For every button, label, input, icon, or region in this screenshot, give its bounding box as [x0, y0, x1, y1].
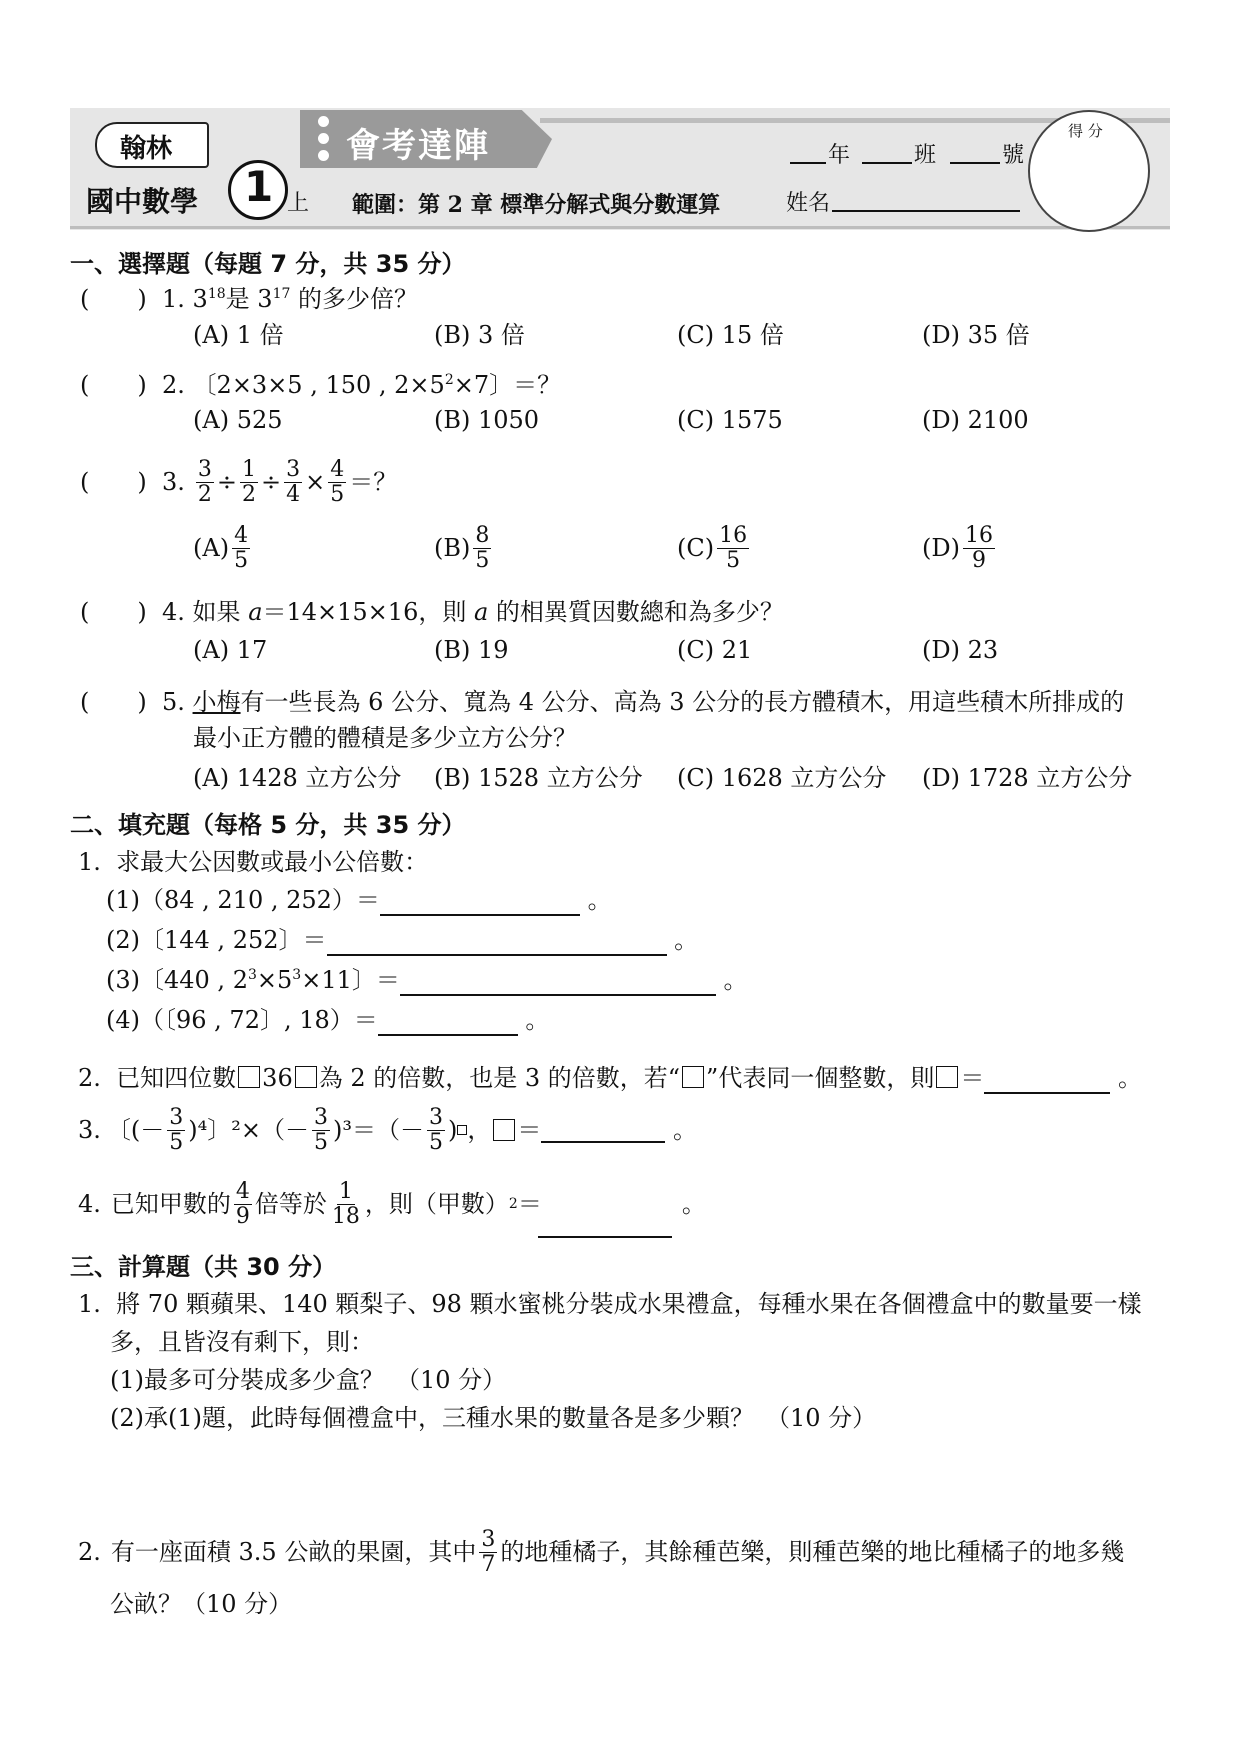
calc-q1-line2: 多，且皆沒有剩下，則：	[110, 1328, 374, 1356]
fill-q1-part4-blank[interactable]	[378, 1010, 518, 1036]
calc-q1-part1: (1)最多可分裝成多少盒？ （10 分）	[110, 1366, 507, 1394]
name-label: 姓名	[786, 191, 831, 216]
calc-q1-line1: 1. 將 70 顆蘋果、140 顆梨子、98 顆水蜜桃分裝成水果禮盒，每種水果在各個禮盒中的數量要一樣	[78, 1290, 1142, 1318]
name-blank[interactable]	[832, 186, 1020, 212]
mc-q1-paren[interactable]: ( )	[80, 285, 147, 313]
mc-q4-option-c[interactable]: (C) 21	[677, 636, 753, 664]
mc-q2-stem: 2. 〔2×3×5 , 150 , $2\times 5^2\times 7$〕＝？	[162, 371, 562, 399]
mc-q1-option-a[interactable]: (A) 1 倍	[193, 321, 284, 349]
number-blank[interactable]	[950, 138, 1000, 164]
digit-box	[295, 1066, 317, 1088]
class-blank[interactable]	[862, 138, 912, 164]
answer-box	[493, 1119, 515, 1141]
mc-q1-stem: 1. $3^{18}$是 $3^{17}$ 的多少倍？	[162, 285, 419, 313]
mc-q3-option-c[interactable]: (C) $\frac{16}{5}$	[677, 522, 748, 573]
mc-q5-option-b[interactable]: (B) 1528 立方公分	[434, 764, 643, 792]
section2-title: 二、填充題（每格 5 分，共 35 分）	[70, 811, 466, 839]
mc-q5-option-a[interactable]: (A) 1428 立方公分	[193, 764, 402, 792]
volume-suffix: 上	[287, 191, 310, 216]
fill-q1-part3: (3)〔440 , $2^3\times 5^3\times 11$〕＝ 。	[106, 966, 748, 994]
fill-q3: 3. 〔(－ $\frac{3}{5}$ )⁴〕²×（－ $\frac{3}{5}$ )³＝（－ $\frac{3}{5}$ ) ， ＝ 。	[78, 1104, 697, 1155]
fill-q1-part1: (1)（84 , 210 , 252）＝ 。	[106, 886, 612, 914]
mc-q4-stem: 4. 如果 a＝14×15×16，則 a 的相異質因數總和為多少？	[162, 598, 784, 626]
calc-q2-line1: 2. 有一座面積 3.5 公畝的果園，其中 $\frac{3}{7}$ 的地種橘子，其餘種芭樂，則種芭樂的地比種橘子的地多幾	[78, 1526, 1125, 1577]
mc-q5-paren[interactable]: ( )	[80, 688, 147, 716]
year-label: 年	[828, 143, 851, 168]
mc-q3-stem: 3. $\frac{3}{2}$ ÷ $\frac{1}{2}$ ÷ $\frac{3}{4}$ × $\frac{4}{5}$ ＝？	[162, 456, 398, 507]
scope-text: 範圍：第 2 章 標準分解式與分數運算	[352, 192, 721, 218]
calc-q1-part2: (2)承(1)題，此時每個禮盒中，三種水果的數量各是多少顆？ （10 分）	[110, 1404, 877, 1432]
fill-q1-part2-blank[interactable]	[327, 930, 667, 956]
exponent-box	[457, 1125, 467, 1135]
mc-q2-option-b[interactable]: (B) 1050	[434, 406, 540, 434]
fill-q1-part4: (4)（〔96 , 72〕, 18）＝ 。	[106, 1006, 550, 1034]
number-label: 號	[1002, 143, 1025, 168]
mc-q2-paren[interactable]: ( )	[80, 371, 147, 399]
score-label: 得 分	[1068, 122, 1103, 140]
fill-q3-blank[interactable]	[541, 1117, 665, 1143]
mc-q4-option-a[interactable]: (A) 17	[193, 636, 268, 664]
mc-q3-paren[interactable]: ( )	[80, 468, 147, 496]
mc-q4-option-d[interactable]: (D) 23	[922, 636, 999, 664]
fill-q2-blank[interactable]	[984, 1068, 1110, 1094]
mc-q1-option-b[interactable]: (B) 3 倍	[434, 321, 525, 349]
mc-q3-option-b[interactable]: (B) $\frac{8}{5}$	[434, 522, 490, 573]
mc-q3-option-d[interactable]: (D) $\frac{16}{9}$	[922, 522, 993, 573]
fill-q4: 4. 已知甲數的 $\frac{4}{9}$ 倍等於 $\frac{1}{18}$ ，則（甲數） 2 ＝ 。	[78, 1178, 706, 1229]
fill-q2: 2. 已知四位數 36 為 2 的倍數，也是 3 的倍數，若“ ”代表同一個整數，則 ＝ 。	[78, 1064, 1142, 1092]
year-blank[interactable]	[790, 138, 826, 164]
mc-q2-option-a[interactable]: (A) 525	[193, 406, 283, 434]
mc-q5-line1: 5. 小梅有一些長為 6 公分、寬為 4 公分、高為 3 公分的長方體積木，用這些積木所排成的	[162, 688, 1125, 716]
digit-box	[238, 1066, 260, 1088]
mc-q2-option-d[interactable]: (D) 2100	[922, 406, 1029, 434]
banner-dots	[318, 116, 329, 167]
volume-number: 1	[244, 162, 274, 211]
digit-box	[936, 1066, 958, 1088]
section3-title: 三、計算題（共 30 分）	[70, 1253, 337, 1281]
mc-q4-option-b[interactable]: (B) 19	[434, 636, 509, 664]
fill-q1-part1-blank[interactable]	[380, 890, 580, 916]
fill-q4-blank[interactable]	[538, 1212, 672, 1238]
class-label: 班	[914, 143, 937, 168]
mc-q1-option-c[interactable]: (C) 15 倍	[677, 321, 784, 349]
calc-q2-line2: 公畝？（10 分）	[110, 1590, 293, 1618]
mc-q5-line2: 最小正方體的體積是多少立方公分？	[193, 724, 577, 752]
banner-title: 會考達陣	[346, 126, 490, 166]
fill-q1-part3-blank[interactable]	[400, 970, 716, 996]
publisher-name: 翰林	[120, 134, 173, 164]
mc-q5-option-c[interactable]: (C) 1628 立方公分	[677, 764, 887, 792]
mc-q5-option-d[interactable]: (D) 1728 立方公分	[922, 764, 1133, 792]
mc-q2-option-c[interactable]: (C) 1575	[677, 406, 783, 434]
digit-box	[682, 1066, 704, 1088]
mc-q3-option-a[interactable]: (A) $\frac{4}{5}$	[193, 522, 249, 573]
fill-q1-stem: 1. 求最大公因數或最小公倍數：	[78, 848, 429, 876]
section1-title: 一、選擇題（每題 7 分，共 35 分）	[70, 250, 466, 278]
mc-q4-paren[interactable]: ( )	[80, 598, 147, 626]
header-bottom-line	[70, 226, 1170, 229]
mc-q1-option-d[interactable]: (D) 35 倍	[922, 321, 1030, 349]
subject-title: 國中數學	[86, 185, 199, 218]
fill-q1-part2: (2)〔144 , 252〕＝ 。	[106, 926, 699, 954]
